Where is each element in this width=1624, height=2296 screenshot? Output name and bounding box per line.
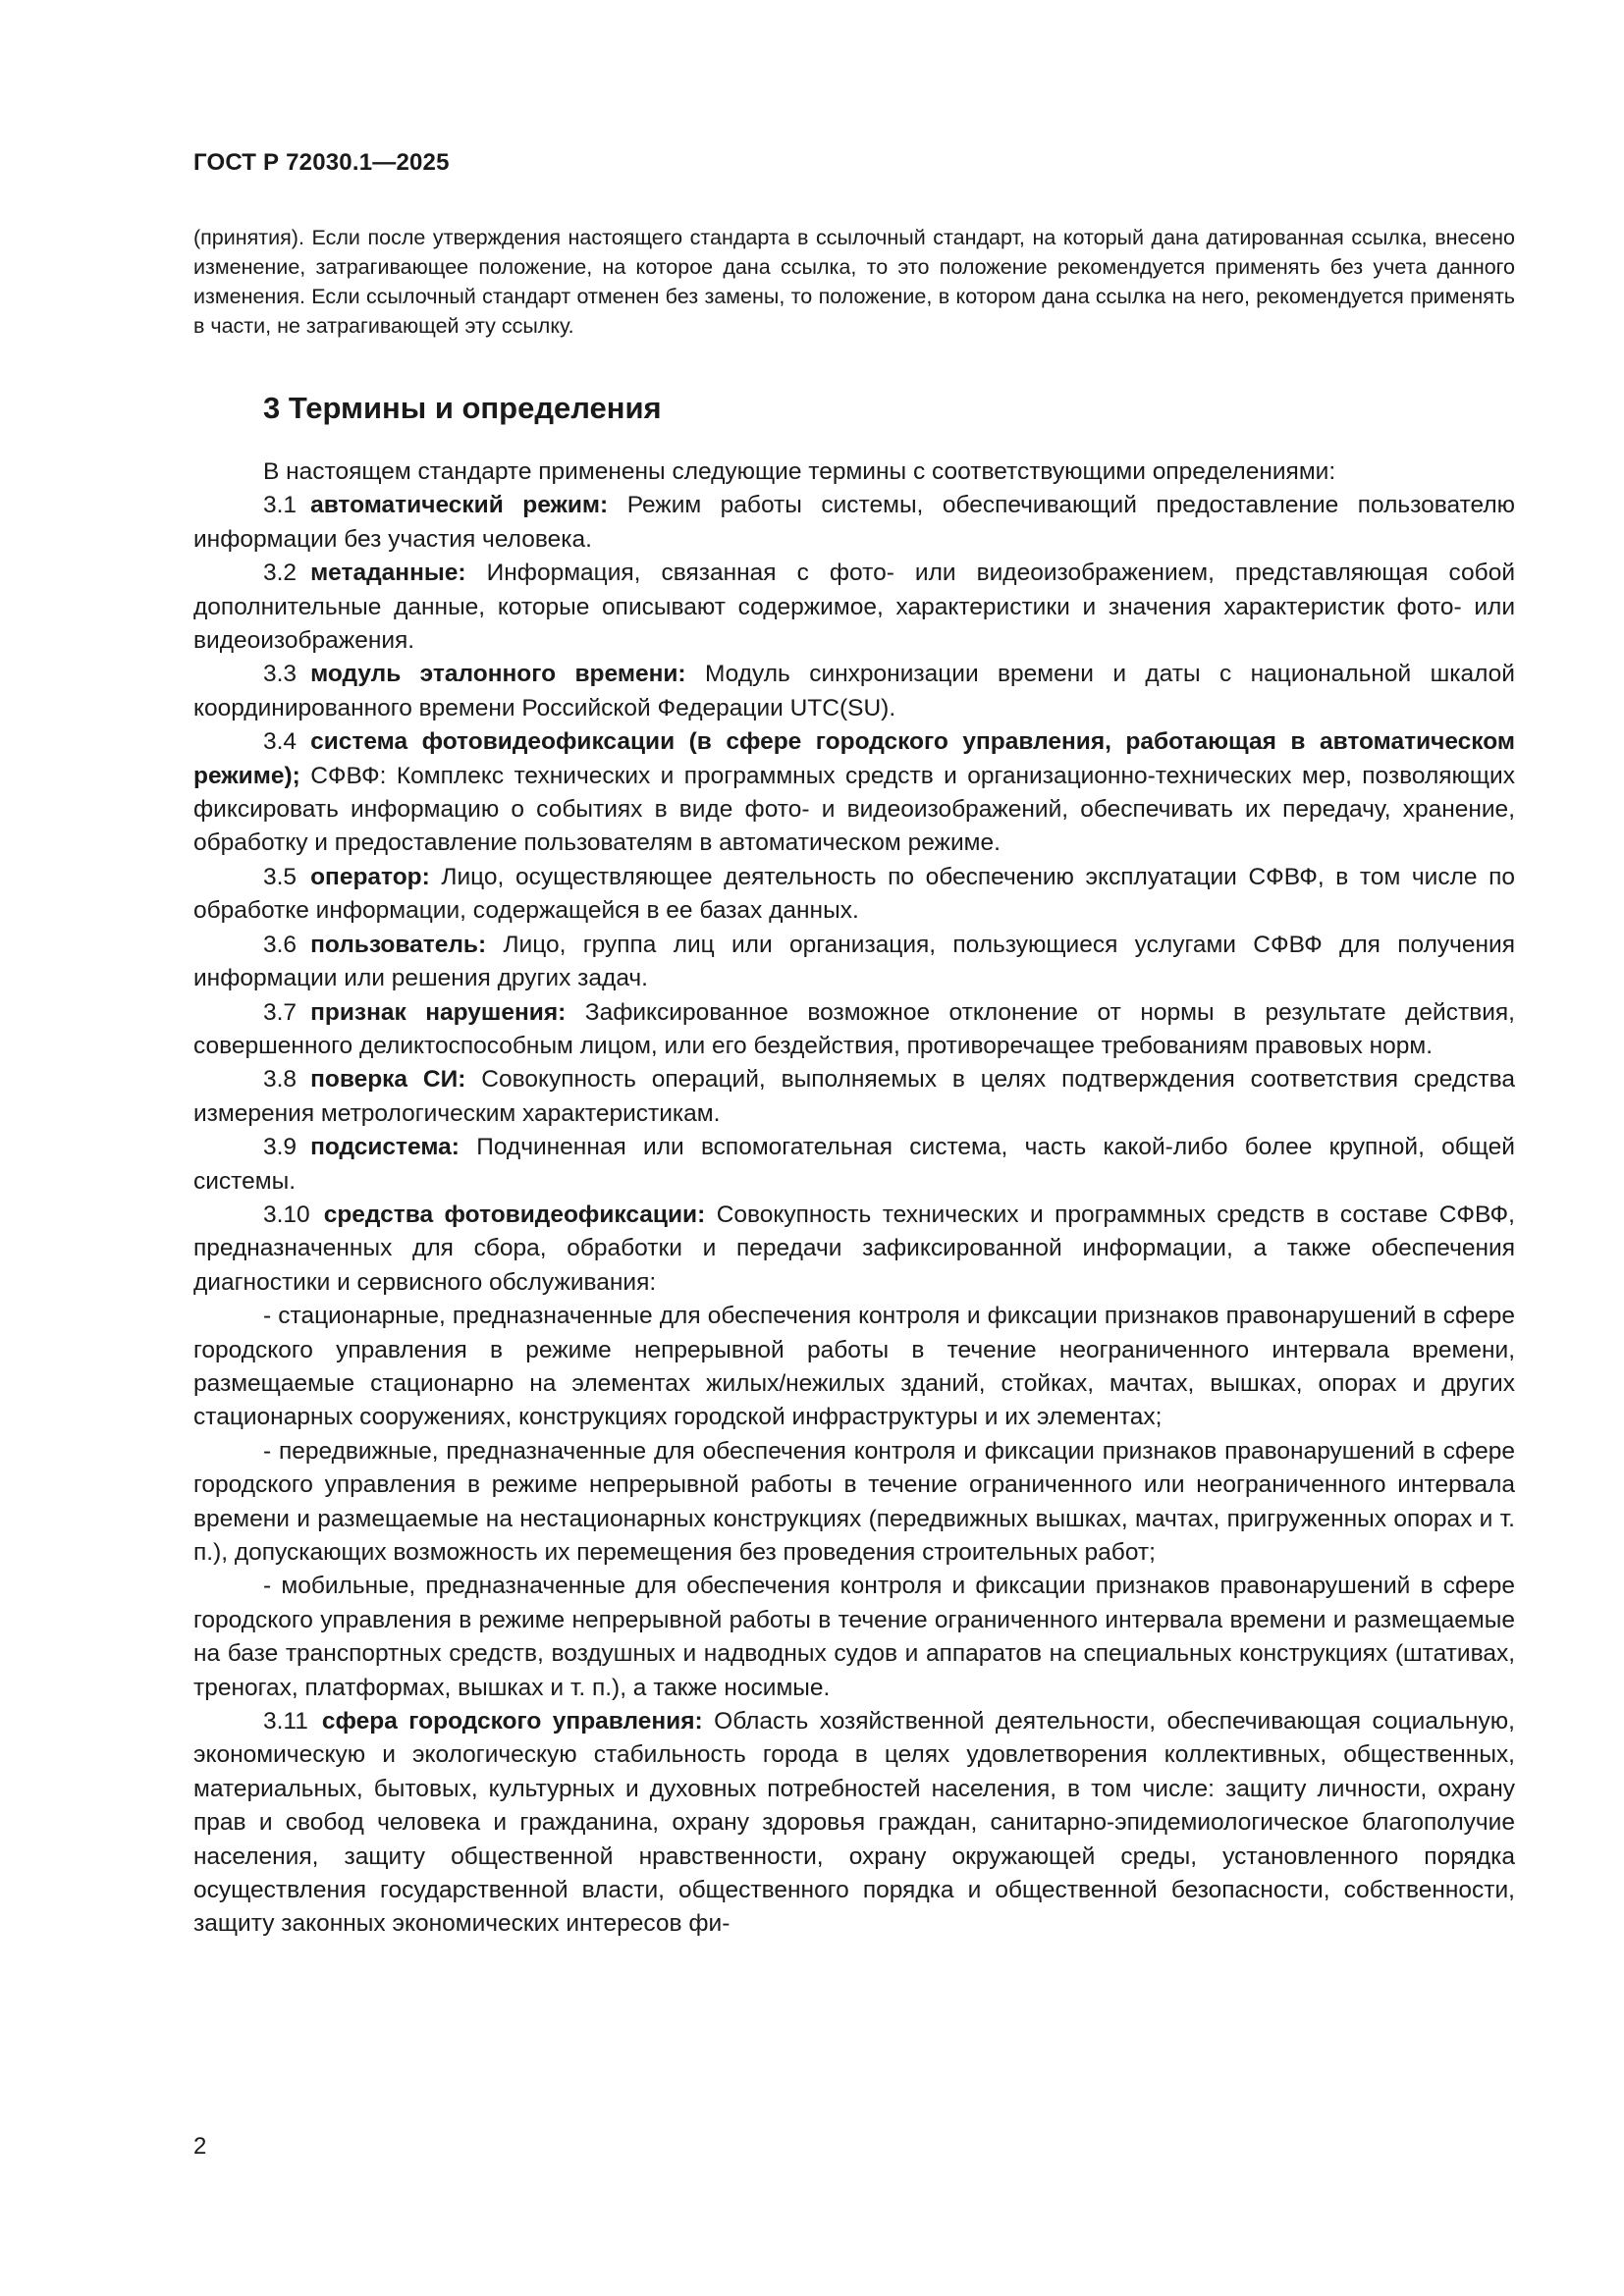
- term-definition: Режим работы системы, обеспечивающий предоставление пользователю информации без участия человека.: [193, 492, 1515, 553]
- term-entry: [193, 996, 1515, 1064]
- term-entry: [193, 1131, 1515, 1199]
- term-number: 3.3: [263, 661, 298, 688]
- term-number: 3.5: [263, 863, 298, 890]
- term-definition: Совокупность операций, выполняемых в целях подтверждения соответствия средства измерения метрологическим характеристикам.: [193, 1066, 1515, 1127]
- term-definition: Модуль синхронизации времени и даты с национальной шкалой координированного времени Российской Федерации UTC(SU).: [193, 661, 1515, 721]
- term-name: признак нарушения:: [310, 998, 567, 1026]
- term-number: 3.8: [263, 1066, 298, 1094]
- term-entry: [193, 1199, 1515, 1300]
- carryover-paragraph: (принятия). Если после утверждения настоящего стандарта в ссылочный стандарт, на который дана датированная ссылка, внесено изменение, затрагивающее положение, на которое дана ссылка, то это положение рекомендуется применять без учета данного изменения. Если ссылочный стандарт отменен без замены, то положение, в котором дана ссылка на него, рекомендуется применять в части, не затрагивающей эту ссылку.: [193, 226, 1515, 338]
- term-name: пользователь:: [310, 931, 487, 958]
- term-entry: [193, 489, 1515, 557]
- term-definition: Подчиненная или вспомогательная система, часть какой-либо более крупной, общей системы.: [193, 1134, 1515, 1195]
- term-definition: Лицо, осуществляющее деятельность по обеспечению эксплуатации СФВФ, в том числе по обработке информации, содержащейся в ее базах данных.: [193, 863, 1515, 925]
- term-number: 3.9: [263, 1134, 298, 1161]
- section-body: [193, 455, 1515, 1942]
- standard-code-header: ГОСТ Р 72030.1—2025: [193, 149, 450, 176]
- term-entry: [193, 1705, 1515, 1942]
- term-number: 3.4: [263, 728, 298, 756]
- term-definition: СФВФ: Комплекс технических и программных средств и организационно-технических мер, позволяющих фиксировать информацию о событиях в виде фото- и видеоизображений, обеспечивать их передачу, хранение, обработку и предоставление пользователям в автоматическом режиме.: [193, 762, 1515, 857]
- list-item-stationary: - стационарные, предназначенные для обеспечения контроля и фиксации признаков правонарушений в сфере городского управления в режиме непрерывной работы в течение неограниченного интервала времени, размещаемые стационарно на элементах жилых/нежилых зданий, стойках, мачтах, вышках, опорах и других стационарных сооружениях, конструкциях городской инфраструктуры и их элементах;: [193, 1303, 1515, 1431]
- term-number: 3.11: [263, 1708, 308, 1735]
- term-name: автоматический режим:: [310, 492, 609, 519]
- term-entry: [193, 929, 1515, 996]
- term-entry: [193, 861, 1515, 929]
- list-item-transportable: - передвижные, предназначенные для обеспечения контроля и фиксации признаков правонарушений в сфере городского управления в режиме непрерывной работы в течение ограниченного или неограниченного интервала времени и размещаемые на нестационарных конструкциях (передвижных вышках, мачтах, пригруженных опорах и т. п.), допускающих возможность их перемещения без проведения строительных работ;: [193, 1437, 1515, 1566]
- term-number: 3.7: [263, 998, 298, 1026]
- page-number: 2: [193, 2133, 207, 2160]
- term-definition: Область хозяйственной деятельности, обеспечивающая социальную, экономическую и экологическую стабильность города в целях удовлетворения коллективных, общественных, материальных, бытовых, культурных и духовных потребностей населения, в том числе: защиту личности, охрану прав и свобод человека и гражданина, охрану здоровья граждан, санитарно-эпидемиологическое благополучие населения, защиту общественной нравственности, охрану окружающей среды, установленного порядка осуществления государственной власти, общественного порядка и общественной безопасности, собственности, защиту законных экономических интересов фи-: [193, 1708, 1515, 1938]
- term-name: сфера городского управления:: [321, 1708, 703, 1735]
- term-number: 3.2: [263, 560, 298, 587]
- term-definition: Зафиксированное возможное отклонение от нормы в результате действия, совершенного деликтоспособным лицом, или его бездействия, противоречащее требованиям правовых норм.: [193, 998, 1515, 1059]
- list-item-mobile: - мобильные, предназначенные для обеспечения контроля и фиксации признаков правонарушений в сфере городского управления в режиме непрерывной работы в течение ограниченного интервала времени и размещаемые на базе транспортных средств, воздушных и надводных судов и аппаратов на специальных конструкциях (штативах, треногах, платформах, вышках и т. п.), а также носимые.: [193, 1573, 1515, 1701]
- term-name: подсистема:: [310, 1134, 460, 1161]
- term-definition: Лицо, группа лиц или организация, пользующиеся услугами СФВФ для получения информации или решения других задач.: [193, 931, 1515, 992]
- term-entry: [193, 1063, 1515, 1131]
- term-name: поверка СИ:: [310, 1066, 466, 1094]
- term-definition: Информация, связанная с фото- или видеоизображением, представляющая собой дополнительные данные, которые описывают содержимое, характеристики и значения характеристик фото- или видеоизображения.: [193, 560, 1516, 655]
- term-name: средства фотовидеофиксации:: [323, 1201, 706, 1228]
- term-name: метаданные:: [310, 560, 466, 587]
- term-name: оператор:: [310, 863, 430, 890]
- term-name: модуль эталонного времени:: [310, 661, 686, 688]
- term-number: 3.10: [263, 1201, 310, 1228]
- term-entry: [193, 557, 1515, 658]
- term-entry: [193, 725, 1515, 861]
- section-intro: В настоящем стандарте применены следующие термины с соответствующими определениями:: [263, 458, 1336, 485]
- term-number: 3.6: [263, 931, 298, 958]
- section-heading: 3 Термины и определения: [263, 391, 662, 425]
- term-definition: Совокупность технических и программных средств в составе СФВФ, предназначенных для сбора, обработки и передачи зафиксированной информации, а также обеспечения диагностики и сервисного обслуживания:: [193, 1201, 1515, 1296]
- term-name: система фотовидеофиксации (в сфере городского управления, работающая в автоматическом режиме);: [193, 728, 1515, 789]
- term-entry: [193, 658, 1515, 725]
- term-number: 3.1: [263, 492, 298, 519]
